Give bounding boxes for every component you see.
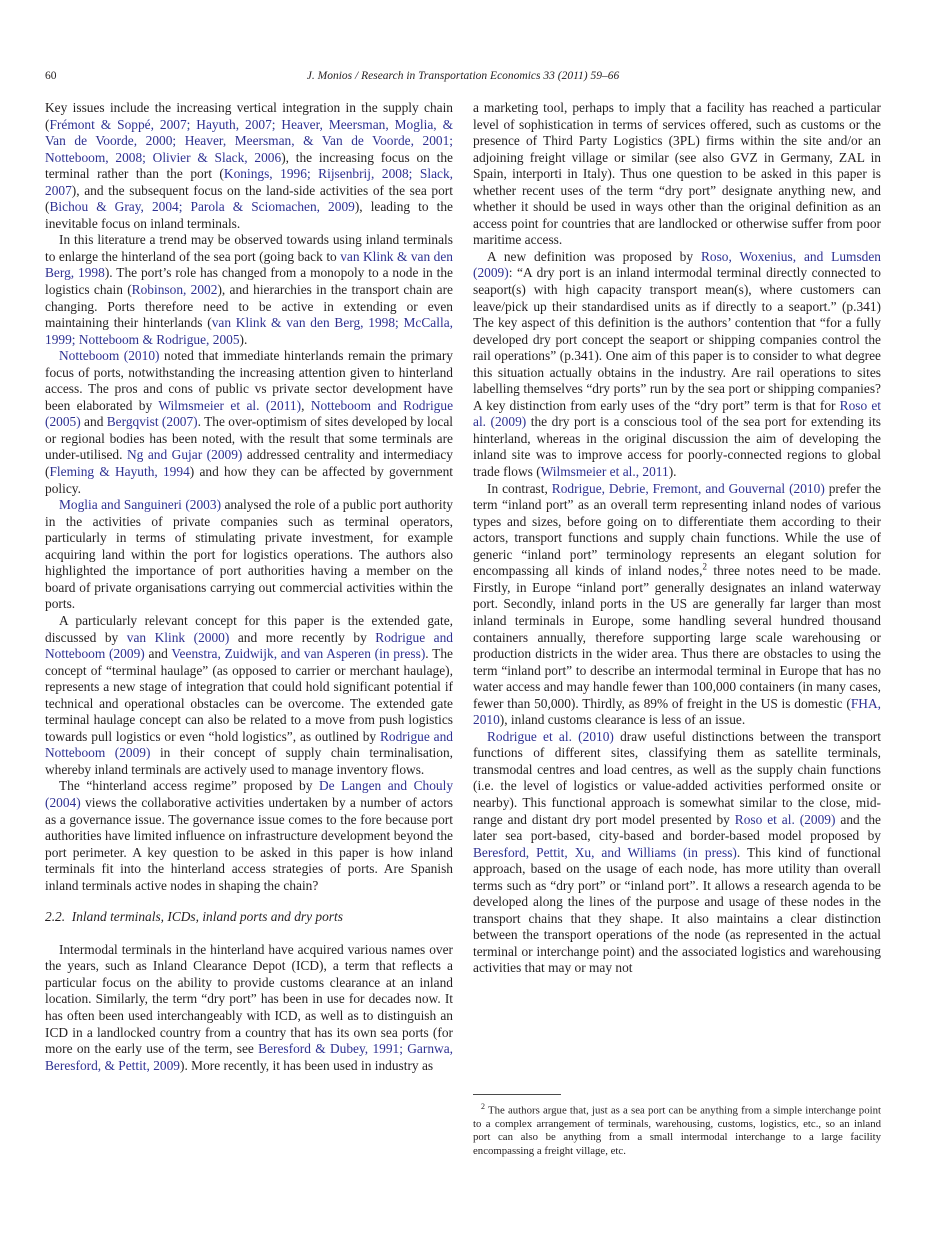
paragraph: Intermodal terminals in the hinterland have acquired various names over the years, such as Inland Clearance Depot (ICD), a term that reflects a particular focus on the ability to provide customs clearance at an inland location. Similarly, the term “dry port” has been in use for decades now. It has often been used interchangeably with ICD, as well as to distinguish an ICD in a landlocked country from a country that has its own sea ports (for more on the early use of the term, see Beresford & Dubey, 1991; Garnwa, Beresford, & Pettit, 2009). More recently, it has been used in industry as [45,941,453,1073]
two-column-body [45,100,881,1074]
citation-link[interactable]: Moglia and Sanguineri (2003) [59,497,222,513]
citation-link[interactable]: Roso et al. (2009) [734,811,836,827]
citation-link[interactable]: Wilmsmeier et al. (2011) [158,397,302,413]
page-number: 60 [45,70,57,82]
journal-header [45,70,881,82]
citation-link[interactable]: Frémont & Soppé, 2007; Hayuth, 2007; Heaver, Meersman, Moglia, & Van de Voorde, 2000; Heaver, Meersman, & Van de Voorde, 2001; Notteboom, 2008; Olivier & Slack, 2006 [45,116,453,165]
citation-link[interactable]: Notteboom and Rodrigue (2005) [45,397,454,430]
paragraph: Key issues include the increasing vertical integration in the supply chain (Frémont & Soppé, 2007; Hayuth, 2007; Heaver, Meersman, Moglia, & Van de Voorde, 2000; Heaver, Meersman, & Van de Voorde, 2001; Notteboom, 2008; Olivier & Slack, 2006), the increasing focus on the terminal rather than the port (Konings, 1996; Rijsenbrij, 2008; Slack, 2007), and the subsequent focus on the land-side activities of the sea port (Bichou & Gray, 2004; Parola & Sciomachen, 2009), leading to the inevitable focus on inland terminals. [45,100,453,231]
citation-link[interactable]: Beresford & Dubey, 1991; Garnwa, Beresford, & Pettit, 2009 [45,1041,453,1073]
citation-link[interactable]: Beresford, Pettit, Xu, and Williams (in press) [473,844,737,860]
citation-link[interactable]: Rodrigue, Debrie, Fremont, and Gouvernal (2010) [551,480,825,496]
citation-link[interactable]: Rodrigue and Notteboom (2009) [45,629,453,662]
footnote-rule [473,1094,561,1095]
paragraph: In this literature a trend may be observed towards using inland terminals to enlarge the hinterland of the sea port (going back to van Klink & van den Berg, 1998). The port’s role has changed from a monopoly to a node in the logistics chain (Robinson, 2002), and hierarchies in the transport chain are changing. Ports therefore need to be active in extending or even maintaining their hinterlands (van Klink & van den Berg, 1998; McCalla, 1999; Notteboom & Rodrigue, 2005). [45,232,454,347]
citation-link[interactable]: Robinson, 2002 [131,282,218,298]
running-title: J. Monios / Research in Transportation Economics 33 (2011) 59–66 [306,70,620,82]
footnote [473,1094,881,1158]
citation-link[interactable]: van Klink (2000) [126,629,230,645]
citation-link[interactable]: Roso, Woxenius, and Lumsden (2009) [473,248,881,281]
citation-link[interactable]: Veenstra, Zuidwijk, and van Asperen (in press) [171,646,426,662]
citation-link[interactable]: Konings, 1996; Rijsenbrij, 2008; Slack, 2007 [45,166,453,198]
citation-link[interactable]: Fleming & Hayuth, 1994 [49,464,190,480]
footnote-text [473,1100,881,1158]
section-heading: 2.2. Inland terminals, ICDs, inland ports and dry ports [45,909,343,925]
paragraph: A new definition was proposed by Roso, Woxenius, and Lumsden (2009): “A dry port is an inland intermodal terminal directly connected to seaport(s) with high capacity transport mean(s), where customers can leave/pick up their standardised units as if directly to a seaport.” (p.341) The key aspect of this definition is the authors’ contention that “for a fully developed dry port concept the seaport or shipping companies control the rail operations” (p.341). One aim of this paper is to consider to what degree this situation actually obtains in the industry. Are rail operations to sites labelling themselves “dry ports” run by the sea port or shipping companies? A key distinction from early uses of the “dry port” term is that for Roso et al. (2009) the dry port is a conscious tool of the sea port for extending its hinterland, whereas in the original discussion the aim of developing the inland site was to improve access for poorly-connected regions to global trade flows (Wilmsmeier et al., 2011). [473,248,881,480]
paragraph: A particularly relevant concept for this paper is the extended gate, discussed by van Klink (2000) and more recently by Rodrigue and Notteboom (2009) and Veenstra, Zuidwijk, and van Asperen (in press). The concept of “terminal haulage” (as opposed to carrier or merchant haulage), represents a new stage of integration that could hold significant potential if technical and operational obstacles can be overcome. The extended gate terminal haulage concept can also be related to a move from push logistics towards pull logistics or even “hold logistics”, as outlined by Rodrigue and Notteboom (2009) in their concept of supply chain terminalisation, whereby inland terminals are actively used to manage inventory flows. [45,612,453,777]
footnote-ref[interactable]: 2 [702,561,707,572]
citation-link[interactable]: Notteboom (2010) [59,348,160,364]
citation-link[interactable]: Roso et al. (2009) [473,397,881,430]
citation-link[interactable]: Bergqvist (2007) [106,414,198,430]
paragraph: Moglia and Sanguineri (2003) analysed the role of a public port authority in the activities of private companies such as terminal operators, particularly in terms of stimulating private investment, for example acquiring land within the port for logistics operations. The authors also highlighted the importance of port authorities having a member on the board of private organisations carrying out commercial activities within the ports. [45,497,453,612]
footnote-body: The authors argue that, just as a sea port can be anything from a simple interchange point to a complex arrangement of terminals, warehousing, customs, logistics, etc., so an inland port can also be anything from a small intermodal interchange to a large facility encompassing a freight village, etc. [473,1104,881,1157]
citation-link[interactable]: Ng and Gujar (2009) [126,447,243,463]
paragraph: a marketing tool, perhaps to imply that a facility has reached a particular level of sophistication in terms of services offered, such as customs or the presence of Third Party Logistics (3PL) firms within the site and/or an adjoining freight village or similar (see also GVZ in Germany, ZAL in Spain, interporti in Italy). Thus one question to be asked in this paper is whether recent uses of the term “dry port” designate anything new, and whether it should be used in ways other than the original definition as an access point for countries that are landlocked or otherwise suffer from poor maritime access. [473,100,881,248]
paragraph: The “hinterland access regime” proposed by De Langen and Chouly (2004) views the collaborative activities undertaken by a number of actors as a governance issue. The governance issue comes to the fore because port authorities have limited influence on infrastructure development beyond the port perimeter. A key question to be asked in this paper is how inland terminals fit into the hinterland access strategies of ports. Are Spanish inland terminals active nodes in shaping the chain? [45,778,454,893]
paragraph: Rodrigue et al. (2010) draw useful distinctions between the transport functions of different sites, classifying them as satellite terminals, transmodal centres and load centres, as well as the supply chain functions (i.e. the level of logistics or value-added activities performed onsite or nearby). This functional approach is somewhat similar to the close, mid-range and distant dry port model presented by Roso et al. (2009) and the later sea port-based, city-based and border-based model proposed by Beresford, Pettit, Xu, and Williams (in press). This kind of functional approach, based on the usage of each node, has more utility than overall terms such as “dry port” or “inland port”. It allows a research agenda to be developed along the lines of the purpose and usage of these nodes in the transport chains that they shape. It also maintains a clear distinction between the transport operations of the node (as represented in the actual terminal or interchange point) and the associated logistics and warehousing activities that may or may not [473,728,881,976]
footnote-marker: 2 [481,1102,485,1111]
paragraph: Notteboom (2010) noted that immediate hinterlands remain the primary focus of ports, notwithstanding the increasing attention given to hinterland access. The pros and cons of public vs private sector development have been elaborated by Wilmsmeier et al. (2011), Notteboom and Rodrigue (2005) and Bergqvist (2007). The over-optimism of sites developed by local or regional bodies has been noted, with the result that some terminals are under-utilised. Ng and Gujar (2009) addressed centrality and intermediacy (Fleming & Hayuth, 1994) and how they can be affected by government policy. [45,348,454,496]
left-column [45,100,453,1074]
citation-link[interactable]: Bichou & Gray, 2004; Parola & Sciomachen, 2009 [49,199,355,215]
citation-link[interactable]: De Langen and Chouly (2004) [45,778,454,810]
paragraph: In contrast, Rodrigue, Debrie, Fremont, and Gouvernal (2010) prefer the term “inland port” as an overall term representing inland nodes of various types and sizes, before going on to differentiate them according to their actors, transport functions and supply chain functions. While the use of generic “inland port” terminology represents an elegant solution for encompassing all kinds of inland nodes,$^2$ three notes need to be made. Firstly, in Europe “inland port” generally designates an inland waterway port. Secondly, inland ports in the US are generally far larger than most inland terminals in Europe, some handling several hundred thousand containers annually, therefore supporting large scale warehousing or production districts in the wider area. Thus there are obstacles to using the term “inland port” to describe an intermodal terminal in Europe that has no water access and may handle fewer than 100,000 containers (in many cases, fewer than 50,000). Thirdly, as 89% of freight in the US is domestic (FHA, 2010), inland customs clearance is less of an issue. [473,480,882,728]
citation-link[interactable]: Rodrigue and Notteboom (2009) [45,728,453,761]
citation-link[interactable]: van Klink & van den Berg, 1998 [45,248,453,281]
citation-link[interactable]: FHA, 2010 [473,695,881,728]
right-column [473,100,881,1074]
citation-link[interactable]: van Klink & van den Berg, 1998; McCalla, 1999; Notteboom & Rodrigue, 2005 [45,315,453,347]
citation-link[interactable]: Rodrigue et al. (2010) [487,728,614,744]
citation-link[interactable]: Wilmsmeier et al., 2011 [540,464,669,480]
